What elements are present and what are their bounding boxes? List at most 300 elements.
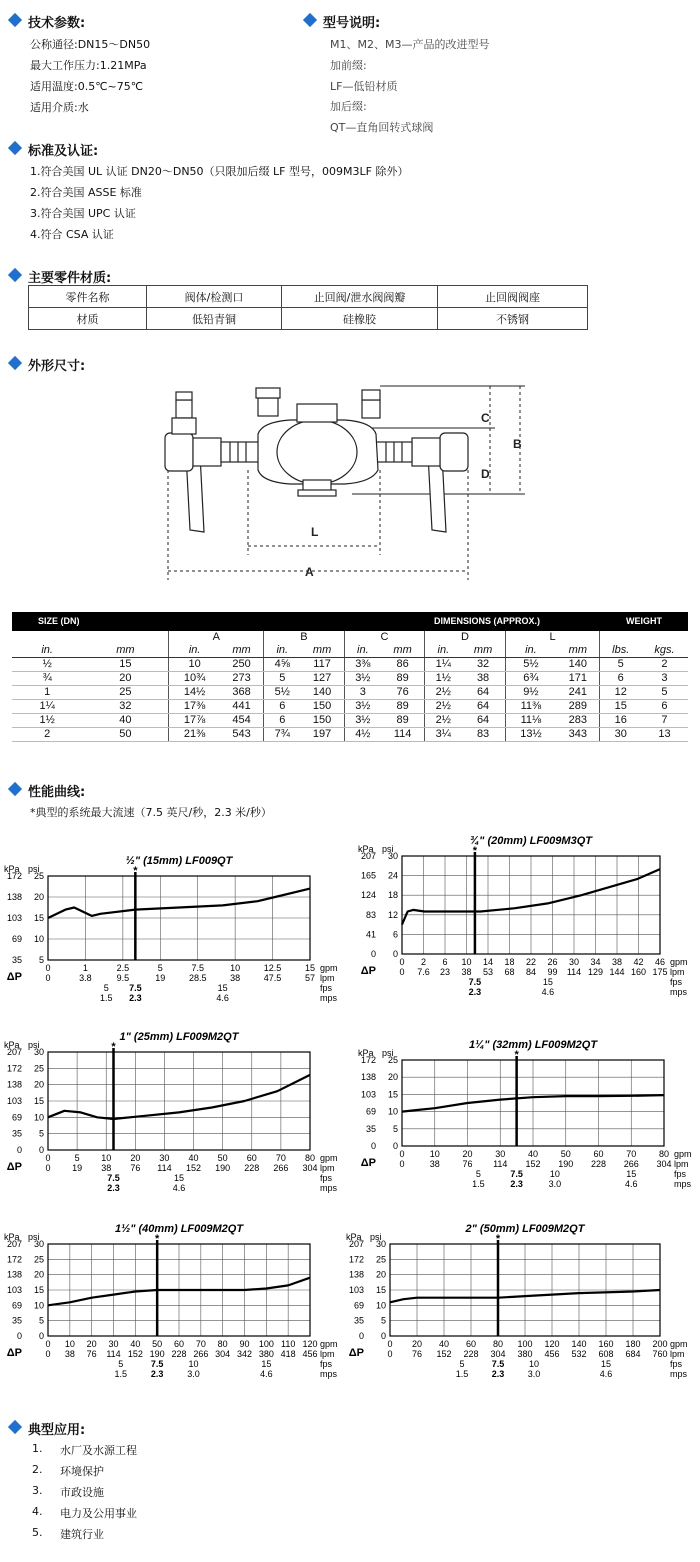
dims-cell: 4⅝: [264, 658, 301, 672]
gpm-tick-label: 160: [598, 1339, 614, 1349]
dims-header-row: [12, 612, 688, 631]
kpa-tick-label: 138: [6, 892, 22, 902]
dims-row: [12, 658, 688, 672]
mps-tick-label: 4.6: [216, 993, 229, 1003]
fps-tick-label: 7.5: [129, 983, 142, 993]
gpm-tick-label: 100: [258, 1339, 274, 1349]
psi-tick-label: 20: [387, 1072, 398, 1083]
application-item: 市政设施: [60, 1486, 104, 1499]
fps-tick-label: 7.5: [150, 1359, 164, 1369]
gpm-tick-label: 50: [217, 1153, 228, 1163]
chart-title: 1½" (40mm) LF009M2QT: [114, 1223, 244, 1235]
chart-title: ½" (15mm) LF009QT: [125, 855, 233, 867]
performance-chart-32mm: [350, 1030, 700, 1202]
kpa-tick-label: 207: [360, 851, 376, 861]
kpa-tick-label: 103: [6, 1096, 22, 1106]
fps-tick-label: 10: [188, 1359, 199, 1369]
materials-title: 主要零件材质:: [28, 271, 112, 286]
dims-cell: 7: [641, 714, 688, 728]
fps-tick-label: 7.5: [468, 977, 482, 987]
kpa-tick-label: 103: [348, 1285, 364, 1295]
bullet-diamond-icon: [8, 141, 22, 155]
gpm-tick-label: 60: [246, 1153, 257, 1163]
dims-cell: 6: [600, 672, 641, 686]
lpm-tick-label: 23: [439, 967, 451, 977]
psi-unit: psi: [370, 1232, 382, 1242]
lpm-tick-label: 57: [304, 973, 316, 983]
lpm-tick-label: 190: [558, 1159, 574, 1169]
dims-cell: 140: [300, 686, 344, 700]
dims-cell: 283: [556, 714, 600, 728]
mps-tick-label: 4.6: [541, 987, 555, 997]
lpm-tick-label: 0: [45, 1349, 51, 1359]
delta-p-label: ΔP: [6, 971, 22, 983]
gpm-tick-label: 7.5: [191, 963, 204, 973]
kpa-tick-label: 41: [365, 929, 376, 940]
model-line: M1、M2、M3—产品的改进型号: [330, 38, 490, 51]
psi-unit: psi: [28, 864, 40, 874]
materials-cell: 材质: [29, 308, 147, 330]
kpa-tick-label: 69: [11, 934, 22, 944]
lpm-tick-label: 304: [656, 1159, 672, 1169]
performance-chart-40mm: [0, 1212, 345, 1392]
gpm-tick-label: 140: [571, 1339, 587, 1349]
lpm-tick-label: 68: [504, 967, 515, 977]
gpm-tick-label: 40: [130, 1339, 141, 1349]
dims-cell: 140: [556, 658, 600, 672]
gpm-tick-label: 0: [45, 963, 51, 973]
lpm-tick-label: 0: [45, 1163, 51, 1173]
dims-cell: 40: [82, 714, 169, 728]
gpm-tick-label: 10: [461, 957, 472, 967]
psi-tick-label: 0: [38, 1331, 44, 1341]
dims-cell: 21⅜: [169, 728, 220, 742]
drawing-label-d: D: [481, 467, 490, 481]
performance-curve: [48, 889, 310, 918]
gpm-tick-label: 40: [438, 1339, 450, 1349]
tech-line: 最大工作压力:1.21MPa: [30, 59, 147, 72]
gpm-tick-label: 2: [420, 957, 427, 967]
psi-tick-label: 5: [38, 1128, 44, 1139]
materials-cell: 低铅青铜: [147, 308, 282, 330]
lpm-tick-label: 266: [623, 1159, 639, 1169]
mps-unit: mps: [320, 1369, 338, 1379]
fps-unit: fps: [320, 1359, 333, 1369]
gpm-tick-label: 30: [108, 1339, 119, 1349]
mps-unit: mps: [320, 1183, 338, 1193]
dims-cell: 1¼: [12, 700, 82, 714]
psi-unit: psi: [382, 844, 394, 854]
gpm-unit: gpm: [670, 1339, 688, 1349]
mps-tick-label: 2.3: [491, 1369, 505, 1379]
lpm-tick-label: 144: [609, 967, 625, 977]
gpm-tick-label: 38: [611, 957, 623, 967]
lpm-tick-label: 0: [399, 1159, 405, 1169]
dims-cell: 76: [381, 686, 425, 700]
kpa-tick-label: 165: [360, 870, 376, 881]
lpm-tick-label: 190: [149, 1349, 165, 1359]
lpm-unit: lpm: [674, 1159, 689, 1169]
gpm-tick-label: 60: [465, 1339, 477, 1349]
dims-cell: 25: [82, 686, 169, 700]
model-line: 加后缀:: [330, 100, 367, 113]
lpm-tick-label: 38: [230, 973, 241, 983]
lpm-tick-label: 228: [590, 1159, 607, 1169]
dims-cell: 543: [220, 728, 264, 742]
lpm-tick-label: 304: [490, 1349, 506, 1359]
dims-cell: 12: [600, 686, 641, 700]
dims-cell: 11⅜: [505, 700, 556, 714]
dims-cell: 3¼: [425, 728, 462, 742]
dims-dimensions-header: DIMENSIONS (APPROX.): [169, 612, 600, 631]
fps-tick-label: 7.5: [491, 1359, 505, 1369]
dims-cell: 89: [381, 714, 425, 728]
tech-line: 公称通径:DN15～DN50: [30, 38, 151, 51]
gpm-tick-label: 18: [504, 957, 515, 967]
dims-cell: 273: [220, 672, 264, 686]
gpm-tick-label: 80: [658, 1149, 670, 1159]
mps-unit: mps: [670, 1369, 688, 1379]
fps-tick-label: 7.5: [107, 1173, 120, 1183]
dims-unit-cell: mm: [381, 644, 425, 658]
gpm-tick-label: 46: [654, 957, 666, 967]
materials-table: [28, 285, 588, 330]
dims-cell: 150: [300, 700, 344, 714]
psi-tick-label: 15: [387, 1089, 398, 1100]
gpm-tick-label: 180: [625, 1339, 641, 1349]
psi-unit: psi: [28, 1040, 40, 1050]
gpm-tick-label: 80: [304, 1153, 316, 1163]
lpm-tick-label: 152: [436, 1349, 452, 1359]
kpa-unit: kPa: [4, 864, 20, 874]
lpm-unit: lpm: [320, 1349, 335, 1359]
dims-cell: 64: [461, 700, 505, 714]
kpa-unit: kPa: [4, 1232, 20, 1242]
dims-cell: 50: [82, 728, 169, 742]
gpm-tick-label: 110: [280, 1339, 296, 1349]
psi-unit: psi: [28, 1232, 40, 1242]
dims-body: [12, 658, 688, 742]
gpm-tick-label: 30: [568, 957, 580, 967]
dims-unit-cell: mm: [220, 644, 264, 658]
standards-line: 2.符合美国 ASSE 标准: [30, 186, 142, 199]
dims-unit-cell: in.: [344, 644, 381, 658]
kpa-tick-label: 207: [348, 1239, 364, 1249]
gpm-tick-label: 100: [517, 1339, 533, 1349]
psi-tick-label: 10: [375, 1300, 386, 1311]
gpm-tick-label: 80: [492, 1339, 504, 1349]
gpm-tick-label: 80: [217, 1339, 228, 1349]
mps-tick-label: 4.6: [599, 1369, 613, 1379]
dims-unit-cell: in.: [505, 644, 556, 658]
kpa-tick-label: 69: [365, 1106, 376, 1117]
lpm-tick-label: 456: [302, 1349, 318, 1359]
psi-tick-label: 30: [375, 1239, 386, 1249]
gpm-tick-label: 70: [195, 1339, 206, 1349]
kpa-tick-label: 124: [360, 890, 376, 901]
performance-chart-50mm: [346, 1212, 700, 1392]
gpm-tick-label: 0: [45, 1339, 51, 1349]
lpm-tick-label: 456: [544, 1349, 560, 1359]
psi-tick-label: 20: [33, 1079, 44, 1090]
psi-tick-label: 25: [33, 1254, 44, 1265]
gpm-tick-label: 10: [64, 1339, 75, 1349]
lpm-tick-label: 7.6: [417, 967, 430, 977]
delta-p-label: ΔP: [360, 1157, 376, 1169]
performance-chart-15mm: [0, 840, 340, 1015]
dims-cell: 13: [641, 728, 688, 742]
dims-cell: 343: [556, 728, 600, 742]
dims-cell: 7¾: [264, 728, 301, 742]
psi-tick-label: 15: [33, 1285, 44, 1295]
fps-unit: fps: [674, 1169, 687, 1179]
fps-tick-label: 15: [217, 983, 228, 993]
psi-tick-label: 15: [33, 913, 44, 923]
lpm-unit: lpm: [320, 1163, 335, 1173]
dims-cell: 6: [641, 700, 688, 714]
psi-tick-label: 12: [387, 909, 398, 920]
dims-cell: 17⅜: [169, 700, 220, 714]
dims-cell: 13½: [505, 728, 556, 742]
gpm-unit: gpm: [674, 1149, 692, 1159]
kpa-tick-label: 35: [11, 955, 22, 965]
kpa-tick-label: 207: [6, 1239, 22, 1249]
dims-cell: 2½: [425, 700, 462, 714]
performance-title: 性能曲线:: [28, 785, 86, 800]
lpm-tick-label: 99: [547, 967, 558, 977]
lpm-tick-label: 0: [387, 1349, 393, 1359]
dims-cell: 368: [220, 686, 264, 700]
lpm-tick-label: 19: [72, 1163, 83, 1173]
psi-tick-label: 25: [33, 1063, 44, 1074]
dims-size-header: SIZE (DN): [12, 612, 169, 631]
psi-tick-label: 15: [33, 1096, 44, 1106]
lpm-tick-label: 53: [482, 967, 494, 977]
application-item: 电力及公用事业: [60, 1507, 137, 1520]
dims-letter: A: [169, 631, 264, 644]
psi-unit: psi: [382, 1048, 394, 1058]
lpm-tick-label: 760: [652, 1349, 668, 1359]
dims-cell: 197: [300, 728, 344, 742]
psi-tick-label: 10: [33, 1300, 44, 1311]
application-item: 水厂及水源工程: [60, 1444, 137, 1457]
dims-cell: 3: [344, 686, 381, 700]
bullet-diamond-icon: [8, 268, 22, 282]
gpm-unit: gpm: [320, 963, 338, 973]
dims-units-row: [12, 644, 688, 658]
dims-cell: 289: [556, 700, 600, 714]
tech-title: 技术参数:: [28, 16, 86, 31]
gpm-tick-label: 15: [304, 963, 316, 973]
dims-cell: 3: [641, 672, 688, 686]
lpm-tick-label: 380: [258, 1349, 274, 1359]
gpm-tick-label: 200: [652, 1339, 668, 1349]
psi-tick-label: 30: [33, 1239, 44, 1249]
gpm-unit: gpm: [320, 1153, 338, 1163]
standards-line: 3.符合美国 UPC 认证: [30, 207, 136, 220]
kpa-tick-label: 172: [6, 1254, 22, 1265]
lpm-tick-label: 28.5: [188, 973, 207, 983]
max-velocity-star: *: [514, 1049, 519, 1061]
performance-curve: [48, 1075, 310, 1119]
delta-p-label: ΔP: [6, 1347, 22, 1359]
psi-tick-label: 20: [375, 1269, 386, 1280]
dims-cell: 5: [641, 686, 688, 700]
dims-cell: 32: [461, 658, 505, 672]
fps-tick-label: 10: [528, 1359, 540, 1369]
tech-line: 适用温度:0.5℃~75℃: [30, 80, 144, 93]
chart-title: 1¼" (32mm) LF009M2QT: [468, 1039, 598, 1051]
lpm-tick-label: 38: [429, 1159, 440, 1169]
psi-tick-label: 30: [33, 1047, 44, 1057]
kpa-tick-label: 103: [6, 913, 22, 923]
gpm-tick-label: 90: [239, 1339, 250, 1349]
dims-cell: 1: [12, 686, 82, 700]
kpa-unit: kPa: [358, 844, 374, 854]
gpm-tick-label: 60: [173, 1339, 185, 1349]
gpm-tick-label: 20: [86, 1339, 97, 1349]
gpm-tick-label: 0: [399, 1149, 405, 1159]
bullet-diamond-icon: [8, 782, 22, 796]
dims-unit-cell: mm: [556, 644, 600, 658]
lpm-tick-label: 114: [106, 1349, 121, 1359]
dims-cell: 3½: [344, 672, 381, 686]
fps-tick-label: 10: [549, 1169, 560, 1179]
gpm-tick-label: 60: [593, 1149, 604, 1159]
kpa-unit: kPa: [358, 1048, 374, 1058]
gpm-tick-label: 2.5: [116, 963, 130, 973]
application-number: 3.: [32, 1484, 43, 1497]
gpm-tick-label: 6: [442, 957, 448, 967]
kpa-tick-label: 69: [11, 1300, 22, 1311]
dims-cell: 3⅜: [344, 658, 381, 672]
dims-cell: 83: [461, 728, 505, 742]
gpm-tick-label: 70: [275, 1153, 286, 1163]
lpm-tick-label: 266: [193, 1349, 209, 1359]
lpm-tick-label: 228: [244, 1163, 260, 1173]
bullet-diamond-icon: [303, 13, 317, 27]
dims-cell: 2½: [425, 686, 462, 700]
bullet-diamond-icon: [8, 1420, 22, 1434]
kpa-tick-label: 138: [348, 1269, 364, 1280]
psi-tick-label: 5: [38, 1315, 44, 1326]
fps-tick-label: 5: [103, 983, 109, 993]
lpm-tick-label: 266: [273, 1163, 289, 1173]
dims-letter: D: [425, 631, 505, 644]
lpm-tick-label: 152: [127, 1349, 143, 1359]
dims-cell: 89: [381, 672, 425, 686]
psi-tick-label: 25: [33, 871, 44, 881]
dims-unit-cell: mm: [300, 644, 344, 658]
dims-cell: 20: [82, 672, 169, 686]
delta-p-label: ΔP: [6, 1161, 22, 1173]
dims-unit-cell: in.: [169, 644, 220, 658]
dims-cell: ¾: [12, 672, 82, 686]
gpm-tick-label: 1: [82, 963, 88, 973]
dims-cell: 2½: [425, 714, 462, 728]
max-velocity-star: *: [133, 865, 138, 877]
dims-cell: 11⅛: [505, 714, 556, 728]
dims-letter-row: [12, 631, 688, 644]
dims-cell: 241: [556, 686, 600, 700]
kpa-tick-label: 69: [353, 1300, 364, 1311]
application-number: 4.: [32, 1505, 43, 1518]
dims-cell: 1½: [12, 714, 82, 728]
application-number: 1.: [32, 1442, 43, 1455]
lpm-tick-label: 38: [461, 967, 472, 977]
kpa-tick-label: 35: [365, 1123, 376, 1134]
psi-tick-label: 15: [375, 1285, 386, 1295]
lpm-tick-label: 0: [399, 967, 405, 977]
dims-cell: 16: [600, 714, 641, 728]
materials-cell: 止回阀/泄水阀阀瓣: [282, 286, 438, 308]
dims-cell: 150: [300, 714, 344, 728]
dims-row: [12, 728, 688, 742]
mps-tick-label: 1.5: [472, 1179, 485, 1189]
psi-tick-label: 25: [375, 1254, 386, 1265]
mps-tick-label: 1.5: [114, 1369, 128, 1379]
kpa-unit: kPa: [346, 1232, 362, 1242]
mps-tick-label: 4.6: [260, 1369, 273, 1379]
dims-cell: 10: [169, 658, 220, 672]
lpm-tick-label: 684: [625, 1349, 641, 1359]
psi-tick-label: 5: [392, 1123, 398, 1134]
lpm-tick-label: 608: [598, 1349, 614, 1359]
psi-tick-label: 30: [387, 851, 398, 861]
gpm-tick-label: 120: [544, 1339, 560, 1349]
tech-line: 适用介质:水: [30, 101, 89, 114]
gpm-tick-label: 70: [626, 1149, 637, 1159]
performance-chart-25mm: [0, 1018, 340, 1203]
kpa-tick-label: 172: [348, 1254, 364, 1265]
lpm-tick-label: 19: [155, 973, 166, 983]
dims-weight-header: WEIGHT: [600, 612, 688, 631]
psi-tick-label: 5: [380, 1315, 386, 1326]
lpm-tick-label: 228: [463, 1349, 479, 1359]
dims-unit-cell: lbs.: [600, 644, 641, 658]
mps-tick-label: 3.0: [187, 1369, 200, 1379]
dims-cell: 86: [381, 658, 425, 672]
psi-tick-label: 20: [33, 892, 44, 902]
lpm-tick-label: 160: [630, 967, 647, 977]
dims-cell: 6: [264, 700, 301, 714]
application-item: 建筑行业: [60, 1528, 104, 1541]
dims-cell: 32: [82, 700, 169, 714]
psi-tick-label: 0: [392, 1141, 398, 1151]
mps-tick-label: 2.3: [510, 1179, 523, 1189]
dims-cell: 9½: [505, 686, 556, 700]
psi-tick-label: 10: [33, 934, 44, 944]
psi-tick-label: 0: [380, 1331, 386, 1341]
lpm-tick-label: 152: [186, 1163, 202, 1173]
psi-tick-label: 18: [387, 890, 398, 901]
bullet-diamond-icon: [8, 356, 22, 370]
dims-cell: 2: [12, 728, 82, 742]
gpm-unit: gpm: [670, 957, 688, 967]
psi-tick-label: 0: [392, 949, 398, 959]
gpm-tick-label: 42: [633, 957, 644, 967]
bullet-diamond-icon: [8, 13, 22, 27]
mps-tick-label: 1.5: [455, 1369, 469, 1379]
lpm-tick-label: 114: [493, 1159, 508, 1169]
standards-title: 标准及认证:: [28, 144, 99, 159]
mps-tick-label: 2.3: [468, 987, 482, 997]
gpm-tick-label: 0: [399, 957, 405, 967]
kpa-tick-label: 0: [16, 1145, 22, 1155]
psi-tick-label: 0: [38, 1145, 44, 1155]
dimensions-title: 外形尺寸:: [28, 359, 86, 374]
kpa-tick-label: 207: [6, 1047, 22, 1057]
